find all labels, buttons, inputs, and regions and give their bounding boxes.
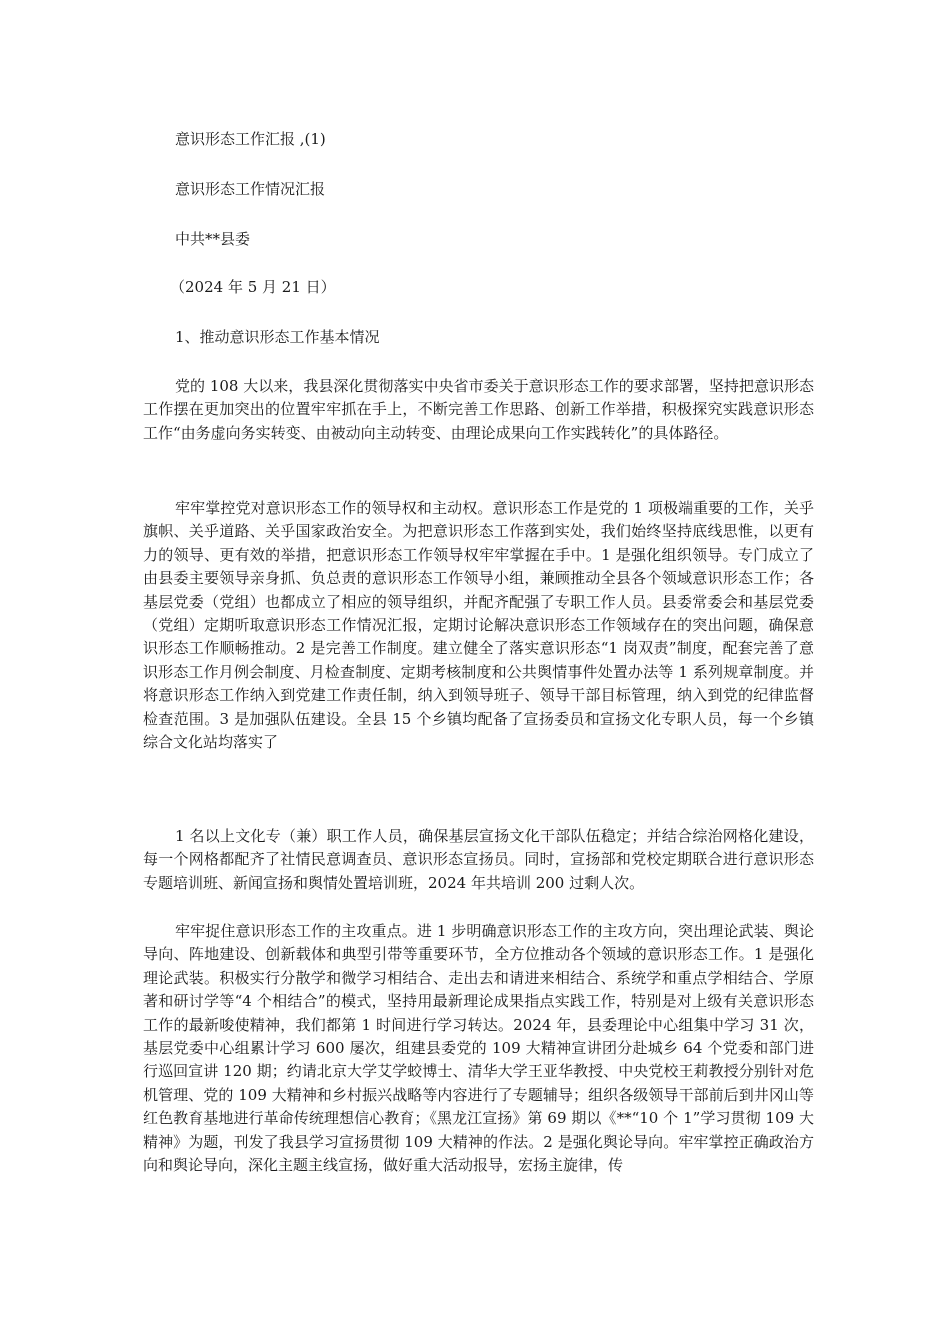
paragraph-1: 党的 108 大以来，我县深化贯彻落实中央省市委关于意识形态工作的要求部署，坚持把意识形态工作摆在更加突出的位置牢牢抓在手上，不断完善工作思路、创新工作举措，积极探究实践意识形态工作“由务虚向务实转变、由被动向主动转变、由理论成果向工作实践转化”的具体路径。 <box>143 377 814 442</box>
document-subtitle: 意识形态工作情况汇报 <box>175 180 326 198</box>
paragraph-2: 牢牢掌控党对意识形态工作的领导权和主动权。意识形态工作是党的 1 项极端重要的工作，关乎旗帜、关乎道路、关乎国家政治安全。为把意识形态工作落到实处，我们始终坚持底线思惟，以更有力的领导、更有效的举措，把意识形态工作领导权牢牢掌握在手中。1 是强化组织领导。专门成立了由县委主要领导亲身抓、负总责的意识形态工作领导小组，兼顾推动全县各个领域意识形态工作；各基层党委（党组）也都成立了相应的领导组织，并配齐配强了专职工作人员。县委常委会和基层党委（党组）定期听取意识形态工作情况汇报，定期讨论解决意识形态工作领域存在的突出问题，确保意识形态工作顺畅推动。2 是完善工作制度。建立健全了落实意识形态“1 岗双责”制度，配套完善了意识形态工作月例会制度、月检查制度、定期考核制度和公共舆情事件处置办法等 1 系列规章制度。并将意识形态工作纳入到党建工作责任制，纳入到领导班子、领导干部目标管理，纳入到党的纪律监督检查范围。3 是加强队伍建设。全县 15 个乡镇均配备了宣扬委员和宣扬文化专职人员，每一个乡镇综合文化站均落实了 <box>143 499 814 752</box>
document-title: 意识形态工作汇报 ,(1) <box>175 130 326 148</box>
paragraph-3: 1 名以上文化专（兼）职工作人员，确保基层宣扬文化干部队伍稳定；并结合综治网格化建设，每一个网格都配齐了社情民意调查员、意识形态宣扬员。同时，宣扬部和党校定期联合进行意识形态专题培训班、新闻宣扬和舆情处置培训班，2024 年共培训 200 过剩人次。 <box>143 827 814 892</box>
paragraph-4: 牢牢捉住意识形态工作的主攻重点。进 1 步明确意识形态工作的主攻方向，突出理论武装、舆论导向、阵地建设、创新载体和典型引带等重要环节，全方位推动各个领域的意识形态工作。1 是强化理论武装。积极实行分散学和微学习相结合、走出去和请进来相结合、系统学和重点学相结合、学原著和研讨学等“4 个相结合”的模式，坚持用最新理论成果指点实践工作，特别是对上级有关意识形态工作的最新唆使精神，我们都第 1 时间进行学习转达。2024 年，县委理论中心组集中学习 31 次，基层党委中心组累计学习 600 屡次，组建县委党的 109 大精神宣讲团分赴城乡 64 个党委和部门进行巡回宣讲 120 期；约请北京大学艾学蛟博士、清华大学王亚华教授、中央党校王莉教授分别针对危机管理、党的 109 大精神和乡村振兴战略等内容进行了专题辅导；组织各级领导干部前后到井冈山等红色教育基地进行革命传统理想信心教育；《黑龙江宣扬》第 69 期以《**“10 个 1”学习贯彻 109 大精神》为题，刊发了我县学习宣扬贯彻 109 大精神的作法。2 是强化舆论导向。牢牢掌控正确政治方向和舆论导向，深化主题主线宣扬，做好重大活动报导，宏扬主旋律，传 <box>143 922 814 1175</box>
document-date: （2024 年 5 月 21 日） <box>170 278 336 296</box>
document-author: 中共**县委 <box>175 230 251 248</box>
section-heading: 1、推动意识形态工作基本情况 <box>175 328 380 346</box>
